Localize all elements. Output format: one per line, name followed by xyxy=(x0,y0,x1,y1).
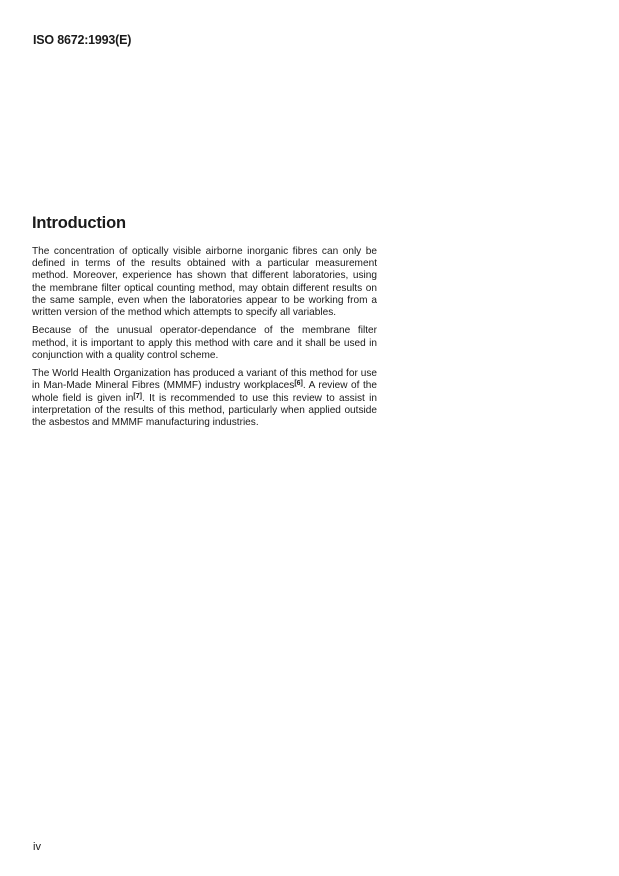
page-number: iv xyxy=(33,841,41,853)
section-body xyxy=(32,246,377,435)
paragraph-2: Because of the unusual operator-dependance of the membrane filter method, it is important to apply this method with care and it shall be used in conjunction with a quality control scheme. xyxy=(32,325,377,361)
paragraph-3-text-3: . It is recommended to use this review to assist in interpretation of the results of this method, particularly when applied outside the asbestos and MMMF manufacturing industries. xyxy=(32,392,377,429)
paragraph-1: The concentration of optically visible airborne inorganic fibres can only be defined in terms of the results obtained with a particular measurement method. Moreover, experience has shown that different laboratories, using the membrane filter optical counting method, may obtain different results on the same sample, even when the laboratories appear to be working from a written version of the method which attempts to specify all variables. xyxy=(32,246,377,319)
paragraph-3-text-2: . A review of the whole field is given in xyxy=(32,380,377,404)
paragraph-3 xyxy=(32,368,377,429)
paragraph-3-text-1: The World Health Organization has produced a variant of this method for use in Man-Made Mineral Fibres (MMMF) industry workplaces xyxy=(32,368,377,392)
document-header: ISO 8672:1993(E) xyxy=(33,33,132,47)
reference-7: [7] xyxy=(133,392,142,400)
section-title: Introduction xyxy=(32,214,126,232)
reference-6: [6] xyxy=(294,380,303,388)
